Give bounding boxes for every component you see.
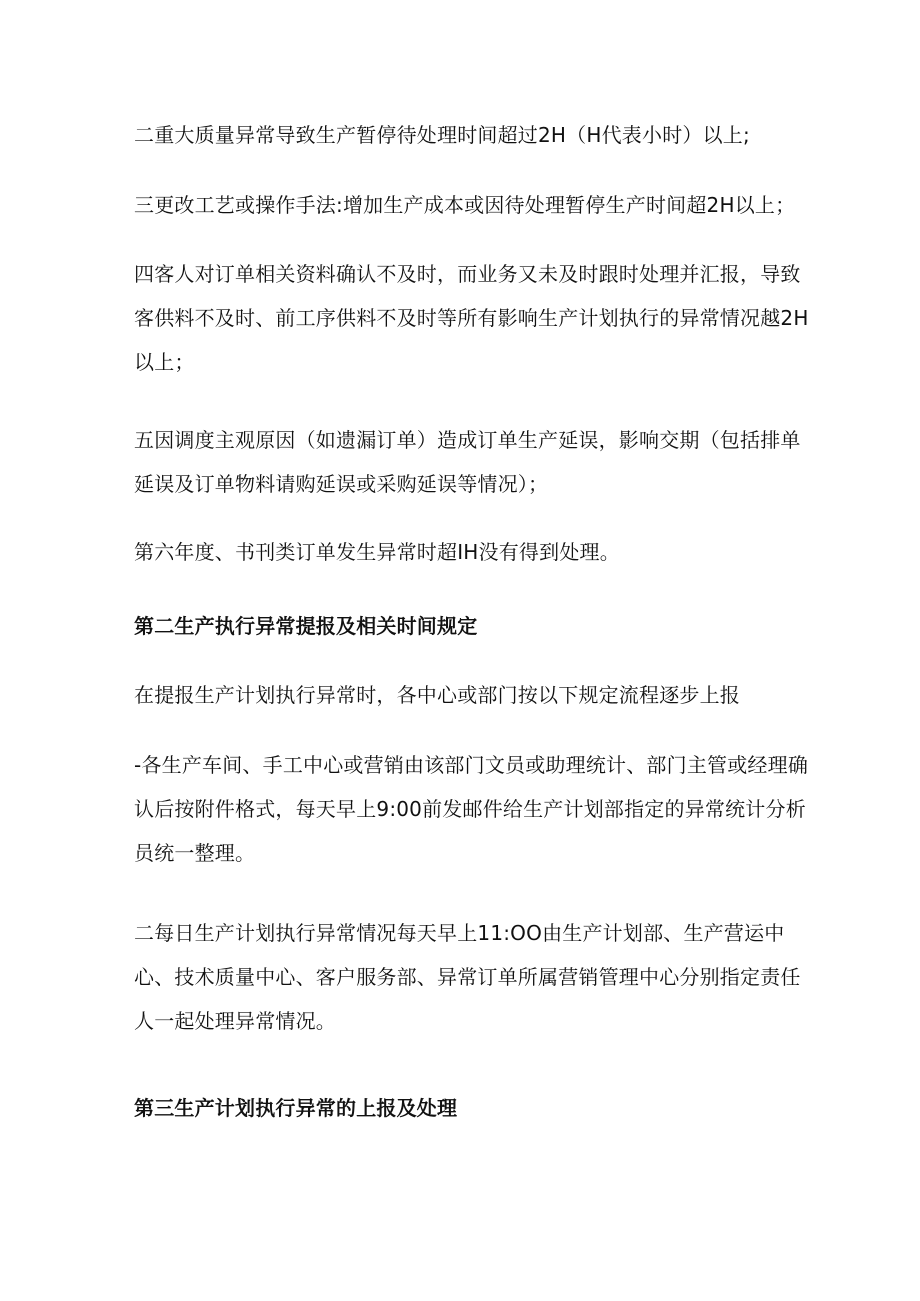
paragraph-step-1: -各生产车间、手工中心或营销由该部门文员或助理统计、部门主管或经理确认后按附件格式，每天早上9:00前发邮件给生产计划部指定的异常统计分析员统一整理。 — [134, 753, 809, 865]
section-heading-3: 第三生产计划执行异常的上报及处理 — [134, 1096, 458, 1120]
paragraph-intro: 在提报生产计划执行异常时，各中心或部门按以下规定流程逐步上报 — [134, 683, 740, 707]
section-heading-2: 第二生产执行异常提报及相关时间规定 — [134, 614, 478, 638]
paragraph-5: 五因调度主观原因（如遗漏订单）造成订单生产延误，影响交期（包括排单延误及订单物料请购延误或采购延误等情况）； — [134, 428, 801, 496]
paragraph-6: 第六年度、书刊类订单发生异常时超IH没有得到处理。 — [134, 540, 620, 564]
paragraph-2: 二重大质量异常导致生产暂停待处理时间超过2H（H代表小时）以上; — [134, 123, 750, 147]
paragraph-4: 四客人对订单相关资料确认不及时，而业务又未及时跟时处理并汇报，导致客供料不及时、前工序供料不及时等所有影响生产计划执行的异常情况越2H以上； — [134, 262, 809, 374]
paragraph-step-2: 二每日生产计划执行异常情况每天早上11:OO由生产计划部、生产营运中心、技术质量中心、客户服务部、异常订单所属营销管理中心分别指定责任人一起处理异常情况。 — [134, 921, 801, 1033]
paragraph-3: 三更改工艺或操作手法:增加生产成本或因待处理暂停生产时间超2H以上； — [134, 193, 796, 217]
